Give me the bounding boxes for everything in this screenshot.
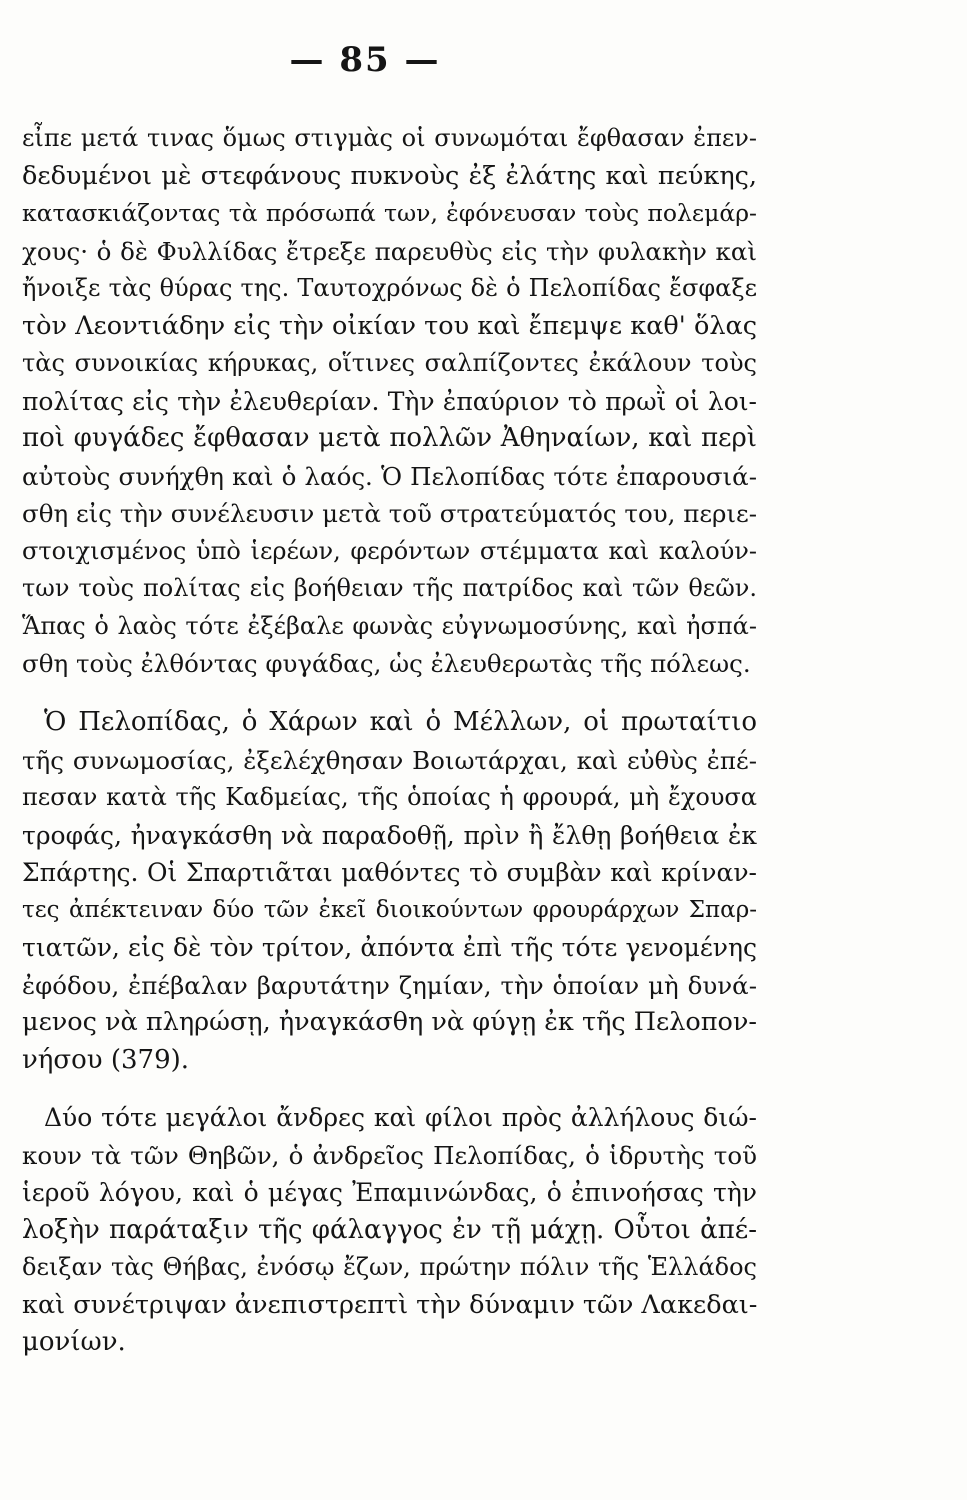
text-line: Δύο τότε μεγάλοι ἄνδρες καὶ φίλοι πρὸς ἀλλήλους διώ- bbox=[44, 1103, 757, 1132]
text-line: χους· ὁ δὲ Φυλλίδας ἔτρεξε παρευθὺς εἰς τὴν φυλακὴν καὶ bbox=[22, 236, 757, 266]
text-line: τροφάς, ἠναγκάσθη νὰ παραδοθῇ, πρὶν ἢ ἔλθῃ βοήθεια ἐκ bbox=[22, 820, 757, 850]
text-line: Ἅπας ὁ λαὸς τότε ἐξέβαλε φωνὰς εὐγνωμοσύνης, καὶ ἠσπά- bbox=[22, 611, 757, 640]
text-line: εἶπε μετά τινας ὅμως στιγμὰς οἱ συνωμόται ἔφθασαν ἐπεν- bbox=[22, 124, 757, 152]
text-line: τὸν Λεοντιάδην εἰς τὴν οἰκίαν του καὶ ἔπεμψε καθ' ὅλας bbox=[22, 310, 757, 341]
text-line: κατασκιάζοντας τὰ πρόσωπά των, ἐφόνευσαν τοὺς πολεμάρ- bbox=[22, 199, 757, 227]
text-line: μενος νὰ πληρώσῃ, ἠναγκάσθη νὰ φύγῃ ἐκ τῆς Πελοπον- bbox=[22, 1007, 757, 1037]
text-line: πεσαν κατὰ τῆς Καδμείας, τῆς ὁποίας ἡ φρουρά, μὴ ἔχουσα bbox=[22, 783, 757, 811]
text-line: πολίτας εἰς τὴν ἐλευθερίαν. Τὴν ἐπαύριον τὸ πρωῒ οἱ λοι- bbox=[22, 386, 757, 416]
paragraph-1 bbox=[22, 120, 757, 683]
text-line: μονίων. bbox=[22, 1327, 126, 1357]
text-line: τιατῶν, εἰς δὲ τὸν τρίτον, ἀπόντα ἐπὶ τῆς τότε γενομένης bbox=[22, 933, 757, 962]
paragraph-3 bbox=[22, 1099, 757, 1362]
text-line: τῆς συνωμοσίας, ἐξελέχθησαν Βοιωτάρχαι, καὶ εὐθὺς ἐπέ- bbox=[22, 745, 757, 775]
text-line: ἱεροῦ λόγου, καὶ ὁ μέγας Ἐπαμινώνδας, ὁ ἐπινοήσας τὴν bbox=[22, 1178, 757, 1207]
text-line: ἐφόδου, ἐπέβαλαν βαρυτάτην ζημίαν, τὴν ὁποίαν μὴ δυνά- bbox=[22, 970, 757, 1000]
text-line: νήσου (379). bbox=[22, 1044, 190, 1075]
text-line: Ὁ Πελοπίδας, ὁ Χάρων καὶ ὁ Μέλλων, οἱ πρωταίτιο bbox=[44, 707, 757, 737]
text-line: λοξὴν παράταξιν τῆς φάλαγγος ἐν τῇ μάχῃ. Οὗτοι ἀπέ- bbox=[22, 1214, 757, 1245]
paragraph-2 bbox=[22, 704, 757, 1079]
text-line: ποὶ φυγάδες ἔφθασαν μετὰ πολλῶν Ἀθηναίων, καὶ περὶ bbox=[22, 423, 757, 453]
text-line: δεδυμένοι μὲ στεφάνους πυκνοὺς ἐξ ἐλάτης καὶ πεύκης, bbox=[22, 160, 757, 191]
text-line: κουν τὰ τῶν Θηβῶν, ὁ ἀνδρεῖος Πελοπίδας, ὁ ἱδρυτὴς τοῦ bbox=[22, 1140, 757, 1170]
text-line: Σπάρτης. Οἱ Σπαρτιᾶται μαθόντες τὸ συμβὰν καὶ κρίναν- bbox=[22, 858, 757, 887]
text-line: σθη τοὺς ἐλθόντας φυγάδας, ὡς ἐλευθερωτὰς τῆς πόλεως. bbox=[22, 649, 751, 678]
text-line: τες ἀπέκτειναν δύο τῶν ἐκεῖ διοικούντων φρουράρχων Σπαρ- bbox=[22, 896, 757, 923]
page-number: — 85 — bbox=[289, 40, 441, 80]
text-line: καὶ συνέτριψαν ἀνεπιστρεπτὶ τὴν δύναμιν τῶν Λακεδαι- bbox=[22, 1289, 757, 1320]
text-line: σθη εἰς τὴν συνέλευσιν μετὰ τοῦ στρατεύματός του, περιε- bbox=[22, 499, 757, 528]
text-line: αὐτοὺς συνήχθη καὶ ὁ λαός. Ὁ Πελοπίδας τότε ἐπαρουσιά- bbox=[22, 461, 757, 491]
text-line: τὰς συνοικίας κήρυκας, οἵτινες σαλπίζοντες ἐκάλουν τοὺς bbox=[22, 349, 757, 377]
text-line: στοιχισμένος ὑπὸ ἱερέων, φερόντων στέμματα καὶ καλούν- bbox=[22, 536, 757, 565]
text-line: των τοὺς πολίτας εἰς βοήθειαν τῆς πατρίδος καὶ τῶν θεῶν. bbox=[22, 574, 757, 602]
text-line: ἤνοιξε τὰς θύρας της. Ταυτοχρόνως δὲ ὁ Πελοπίδας ἔσφαξε bbox=[22, 274, 757, 302]
text-line: δειξαν τὰς Θήβας, ἐνόσῳ ἔζων, πρώτην πόλιν τῆς Ἑλλάδος bbox=[22, 1253, 757, 1281]
